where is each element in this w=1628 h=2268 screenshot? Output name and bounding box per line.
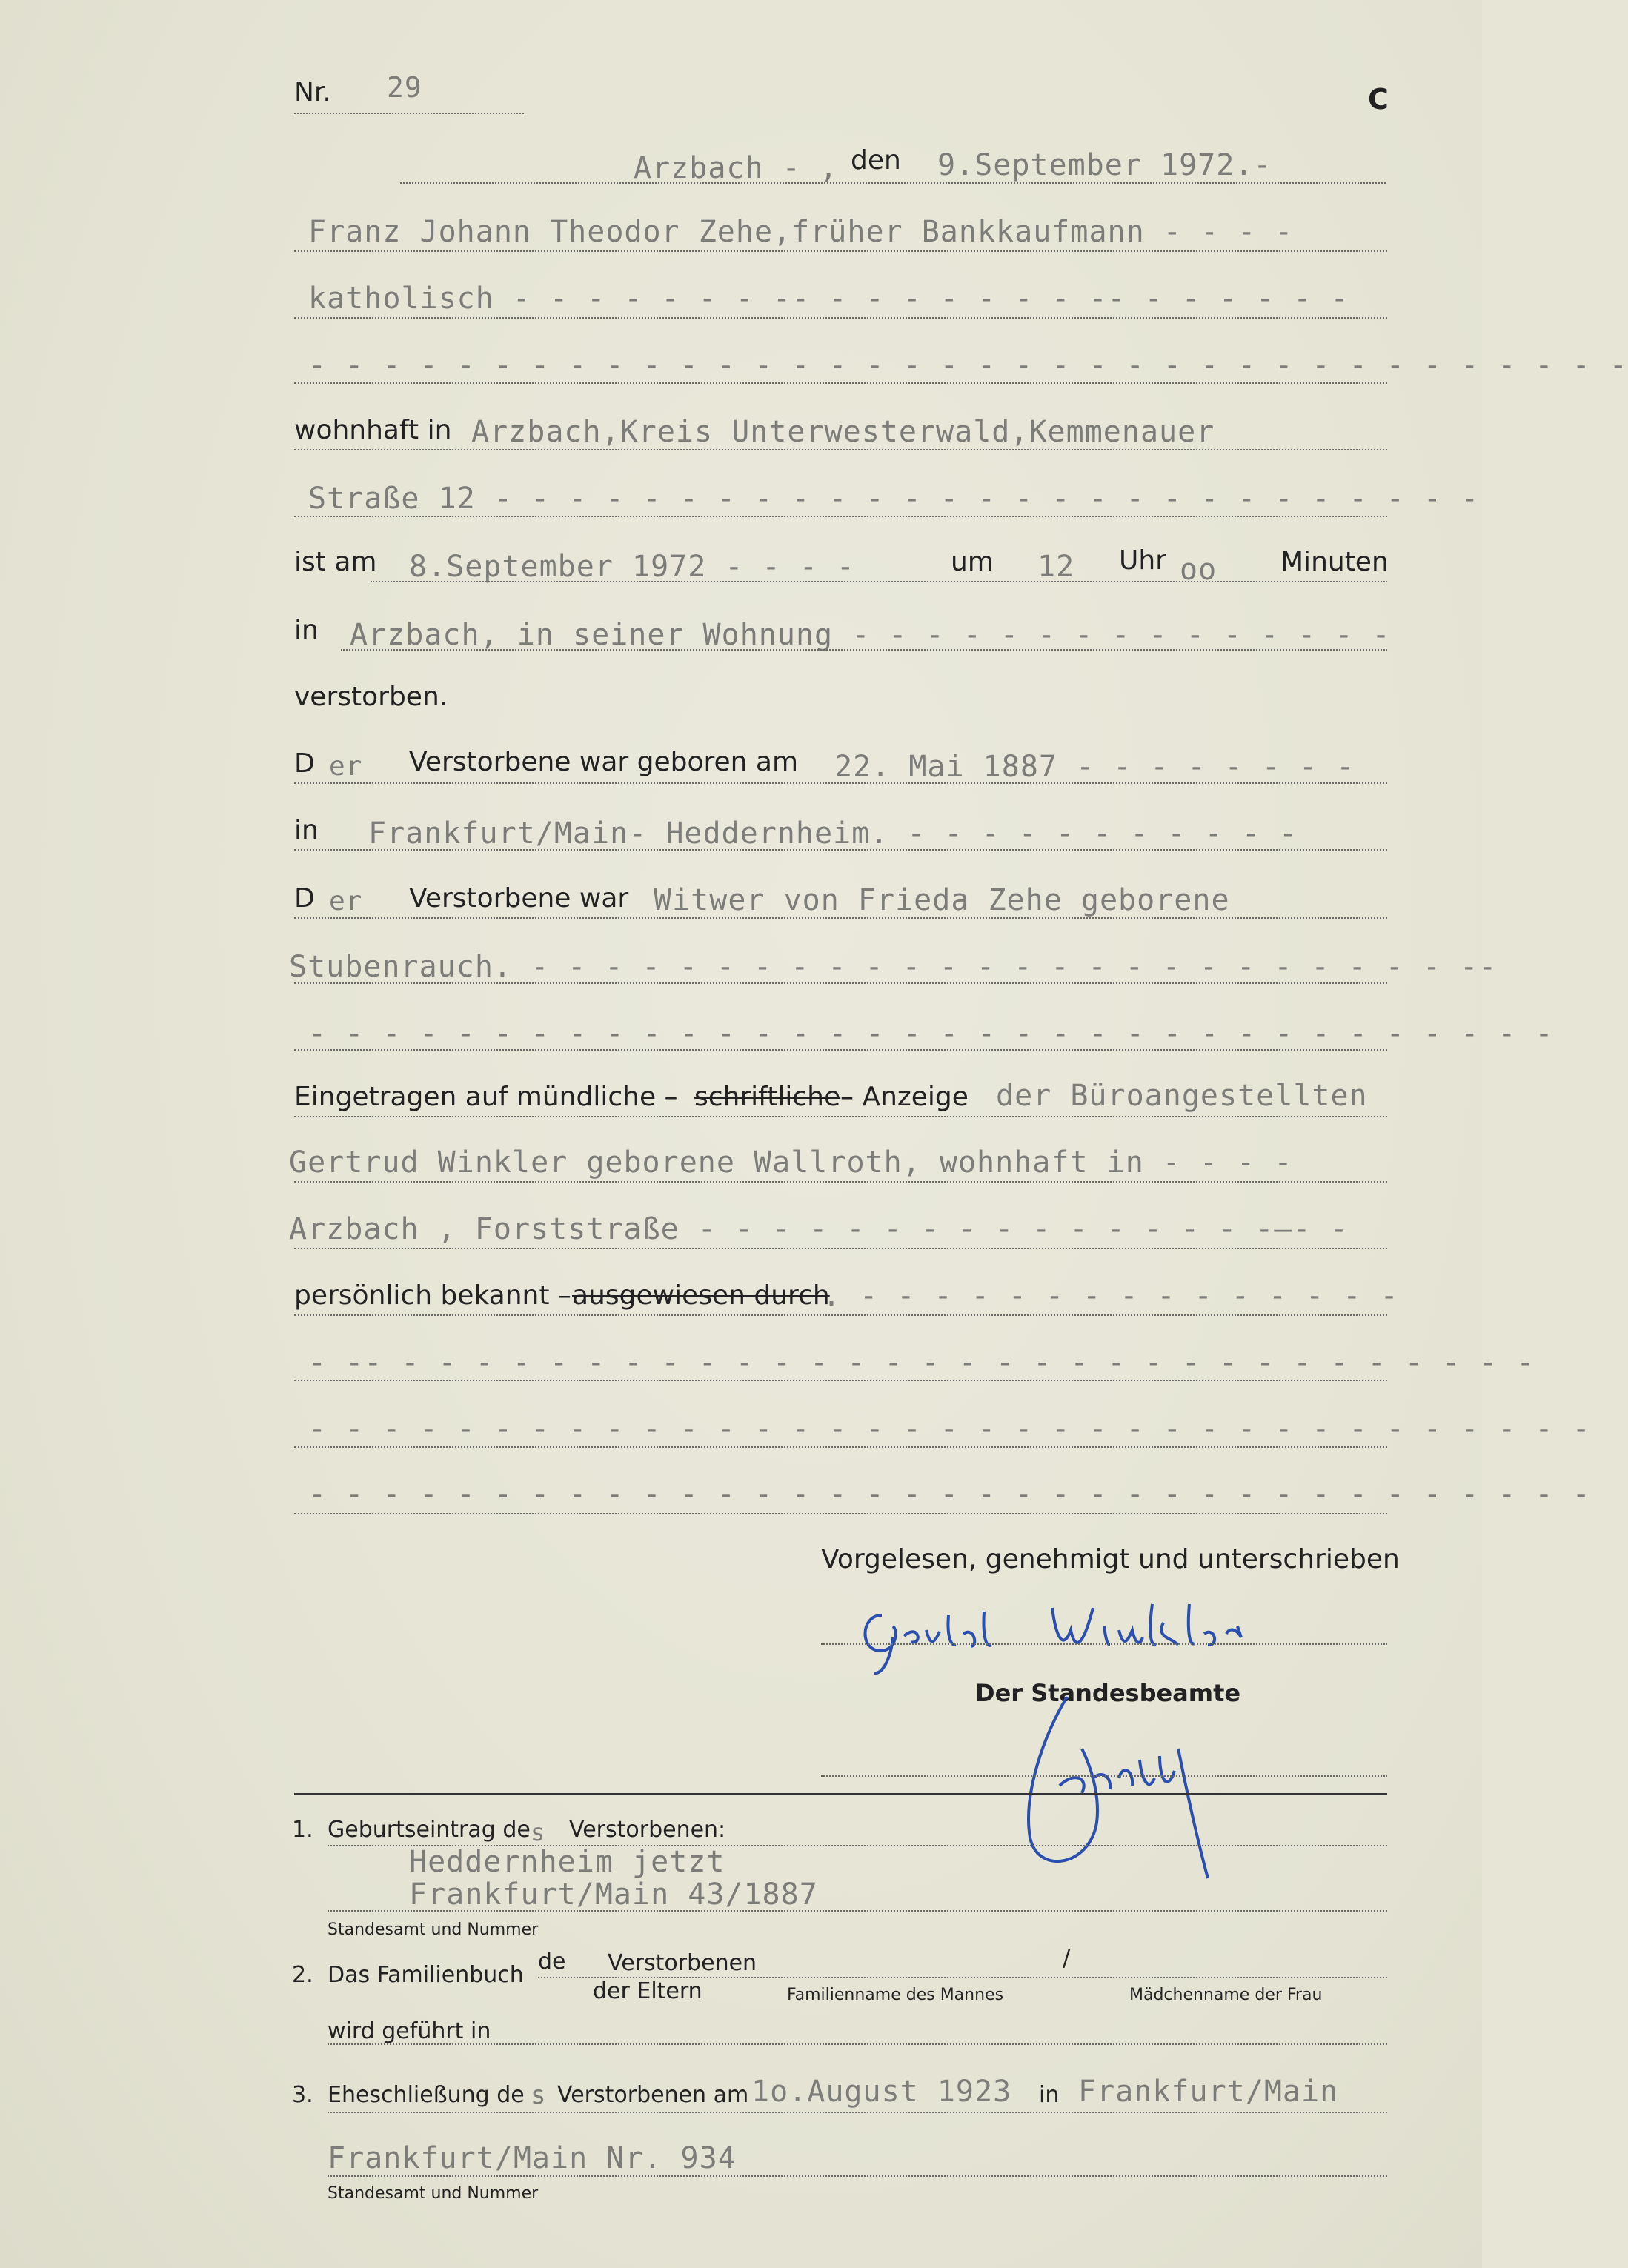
rule-line [294,1380,1387,1381]
registrar-signature [1008,1689,1252,1882]
verstorben-label: verstorben. [294,682,448,712]
birth-place: Frankfurt/Main- Heddernheim. - - - - - - - - - - - [368,817,1298,851]
death-hour: 12 [1037,550,1075,584]
informant-line1: der Büroangestellten [996,1079,1368,1113]
blank-line-1: - -- - - - - - - - - - - - - - - - - - - - - - - - - - - - - - - - [308,1346,1535,1380]
birth-geboren-label: Verstorbene war geboren am [409,747,799,777]
rule-line [294,1314,1387,1316]
note1-fill: s [531,1818,546,1846]
note3-in-label: in [1039,2082,1060,2108]
residence-label: wohnhaft in [294,415,452,445]
marital-line3: - - - - - - - - - - - - - - - - - - - - - - - - - - - - - - - - - - [308,1017,1554,1051]
note1-label2: Verstorbenen: [569,1817,726,1843]
note2-option2: der Eltern [593,1978,702,2004]
note3-label: Eheschließung de [328,2082,525,2108]
rule-line [294,382,1387,384]
note2-label: Das Familienbuch [328,1962,524,1988]
death-minutes: oo [1180,553,1217,587]
blank-line: - - - - - - - - - - - - - - - - - - - - - - - - - - - - - - - - - - - - [308,348,1628,382]
nr-label: Nr. [294,77,331,107]
registration-prefix: Eingetragen auf mündliche – [294,1082,678,1112]
read-approved-label: Vorgelesen, genehmigt und unterschrieben [821,1544,1400,1574]
death-place: Arzbach, in seiner Wohnung - - - - - - - - - - - - - - - [350,618,1391,652]
note3-label2: Verstorbenen am [557,2082,749,2108]
section-divider [294,1793,1387,1795]
blank-line-3: - - - - - - - - - - - - - - - - - - - - - - - - - - - - - - - - - - - [308,1477,1591,1512]
um-label: um [951,547,994,577]
note3-line2: Frankfurt/Main Nr. 934 [328,2141,737,2175]
nr-underline [294,113,524,114]
rule-line [328,2112,1387,2113]
marital-d-fill: er [329,886,363,917]
note3-date: 1o.August 1923 [751,2075,1012,2109]
death-in-label: in [294,615,319,645]
rule-line [294,917,1387,919]
rule-line [294,982,1387,984]
known-struck: ausgewiesen durch [572,1280,830,1311]
rule-line [294,1446,1387,1448]
rule-line [341,649,1387,651]
marital-d-label: D [294,883,315,914]
death-date: 8.September 1972 - - - - [409,550,855,584]
known-fill: . - - - - - - - - - - - - - - - [823,1279,1399,1313]
note2-slash: / [1063,1946,1071,1972]
informant-signature [852,1593,1312,1682]
note2-label2: wird geführt in [328,2018,491,2044]
rule-line [294,317,1387,319]
religion-line: katholisch - - - - - - - -- - - - - - - - -- - - - - - - [308,282,1349,316]
date-value: 9.September 1972.- [937,148,1272,182]
rule-line [294,782,1387,784]
note1-label: Geburtseintrag de [328,1817,531,1843]
deceased-name-line: Franz Johann Theodor Zehe,früher Bankkaufmann - - - - [308,215,1294,249]
registration-suffix: – Anzeige [840,1082,969,1112]
note2-option1-fill: de [538,1949,566,1975]
note2-option1: Verstorbenen [608,1950,757,1976]
rule-line [328,1910,1387,1912]
note3-fill: s [531,2081,547,2110]
form-letter: C [1368,83,1389,116]
rule-line [371,581,1387,582]
place-value: Arzbach - , [634,151,838,185]
registration-struck: schriftliche [694,1082,841,1112]
note2-caption-wife: Mädchenname der Frau [1129,1986,1323,2004]
birth-d-label: D [294,748,315,779]
note1-number: 1. [292,1817,313,1843]
date-line [400,182,1386,184]
minuten-label: Minuten [1280,547,1389,577]
residence-line2: Straße 12 - - - - - - - - - - - - - - - - - - - - - - - - - - - [308,482,1480,516]
birth-date: 22. Mai 1887 - - - - - - - - [834,750,1355,784]
blank-line-2: - - - - - - - - - - - - - - - - - - - - - - - - - - - - - - - - - - - [308,1412,1591,1446]
note3-caption: Standesamt und Nummer [328,2184,539,2203]
rule-line [328,2043,1387,2045]
marital-war-label: Verstorbene war [409,883,629,914]
note1-line2: Frankfurt/Main 43/1887 [409,1878,818,1912]
informant-line3: Arzbach , Forststraße - - - - - - - - - - - - - - - -—- - [289,1212,1349,1246]
marital-line1: Witwer von Frieda Zehe geborene [654,883,1230,917]
nr-value: 29 [387,71,422,104]
rule-line [294,449,1387,450]
ist-am-label: ist am [294,547,377,577]
birth-d-fill: er [329,751,363,782]
note2-number: 2. [292,1962,313,1988]
rule-line [294,849,1387,851]
note3-place: Frankfurt/Main [1078,2075,1339,2109]
uhr-label: Uhr [1119,545,1166,576]
registrar-label: Der Standesbeamte [975,1679,1241,1707]
marital-line2: Stubenrauch. - - - - - - - - - - - - - - - - - - - - - - - - - -- [289,950,1498,984]
rule-line [294,516,1387,517]
den-label: den [851,145,901,176]
note3-number: 3. [292,2082,313,2108]
note1-caption: Standesamt und Nummer [328,1921,539,1939]
rule-line [294,1181,1387,1183]
rule-line [294,1049,1387,1051]
note1-line1: Heddernheim jetzt [409,1845,725,1879]
rule-line [294,1513,1387,1514]
birth-in-label: in [294,815,319,845]
residence-line1: Arzbach,Kreis Unterwesterwald,Kemmenauer [471,415,1215,449]
rule-line [294,1116,1387,1117]
rule-line [328,2175,1387,2177]
informant-line2: Gertrud Winkler geborene Wallroth, wohnhaft in - - - - [289,1145,1293,1180]
rule-line [821,1775,1387,1777]
rule-line [294,250,1387,252]
note2-caption-husband: Familienname des Mannes [787,1986,1004,2004]
rule-line [821,1643,1387,1645]
rule-line [294,1248,1387,1249]
known-prefix: persönlich bekannt – [294,1280,571,1311]
